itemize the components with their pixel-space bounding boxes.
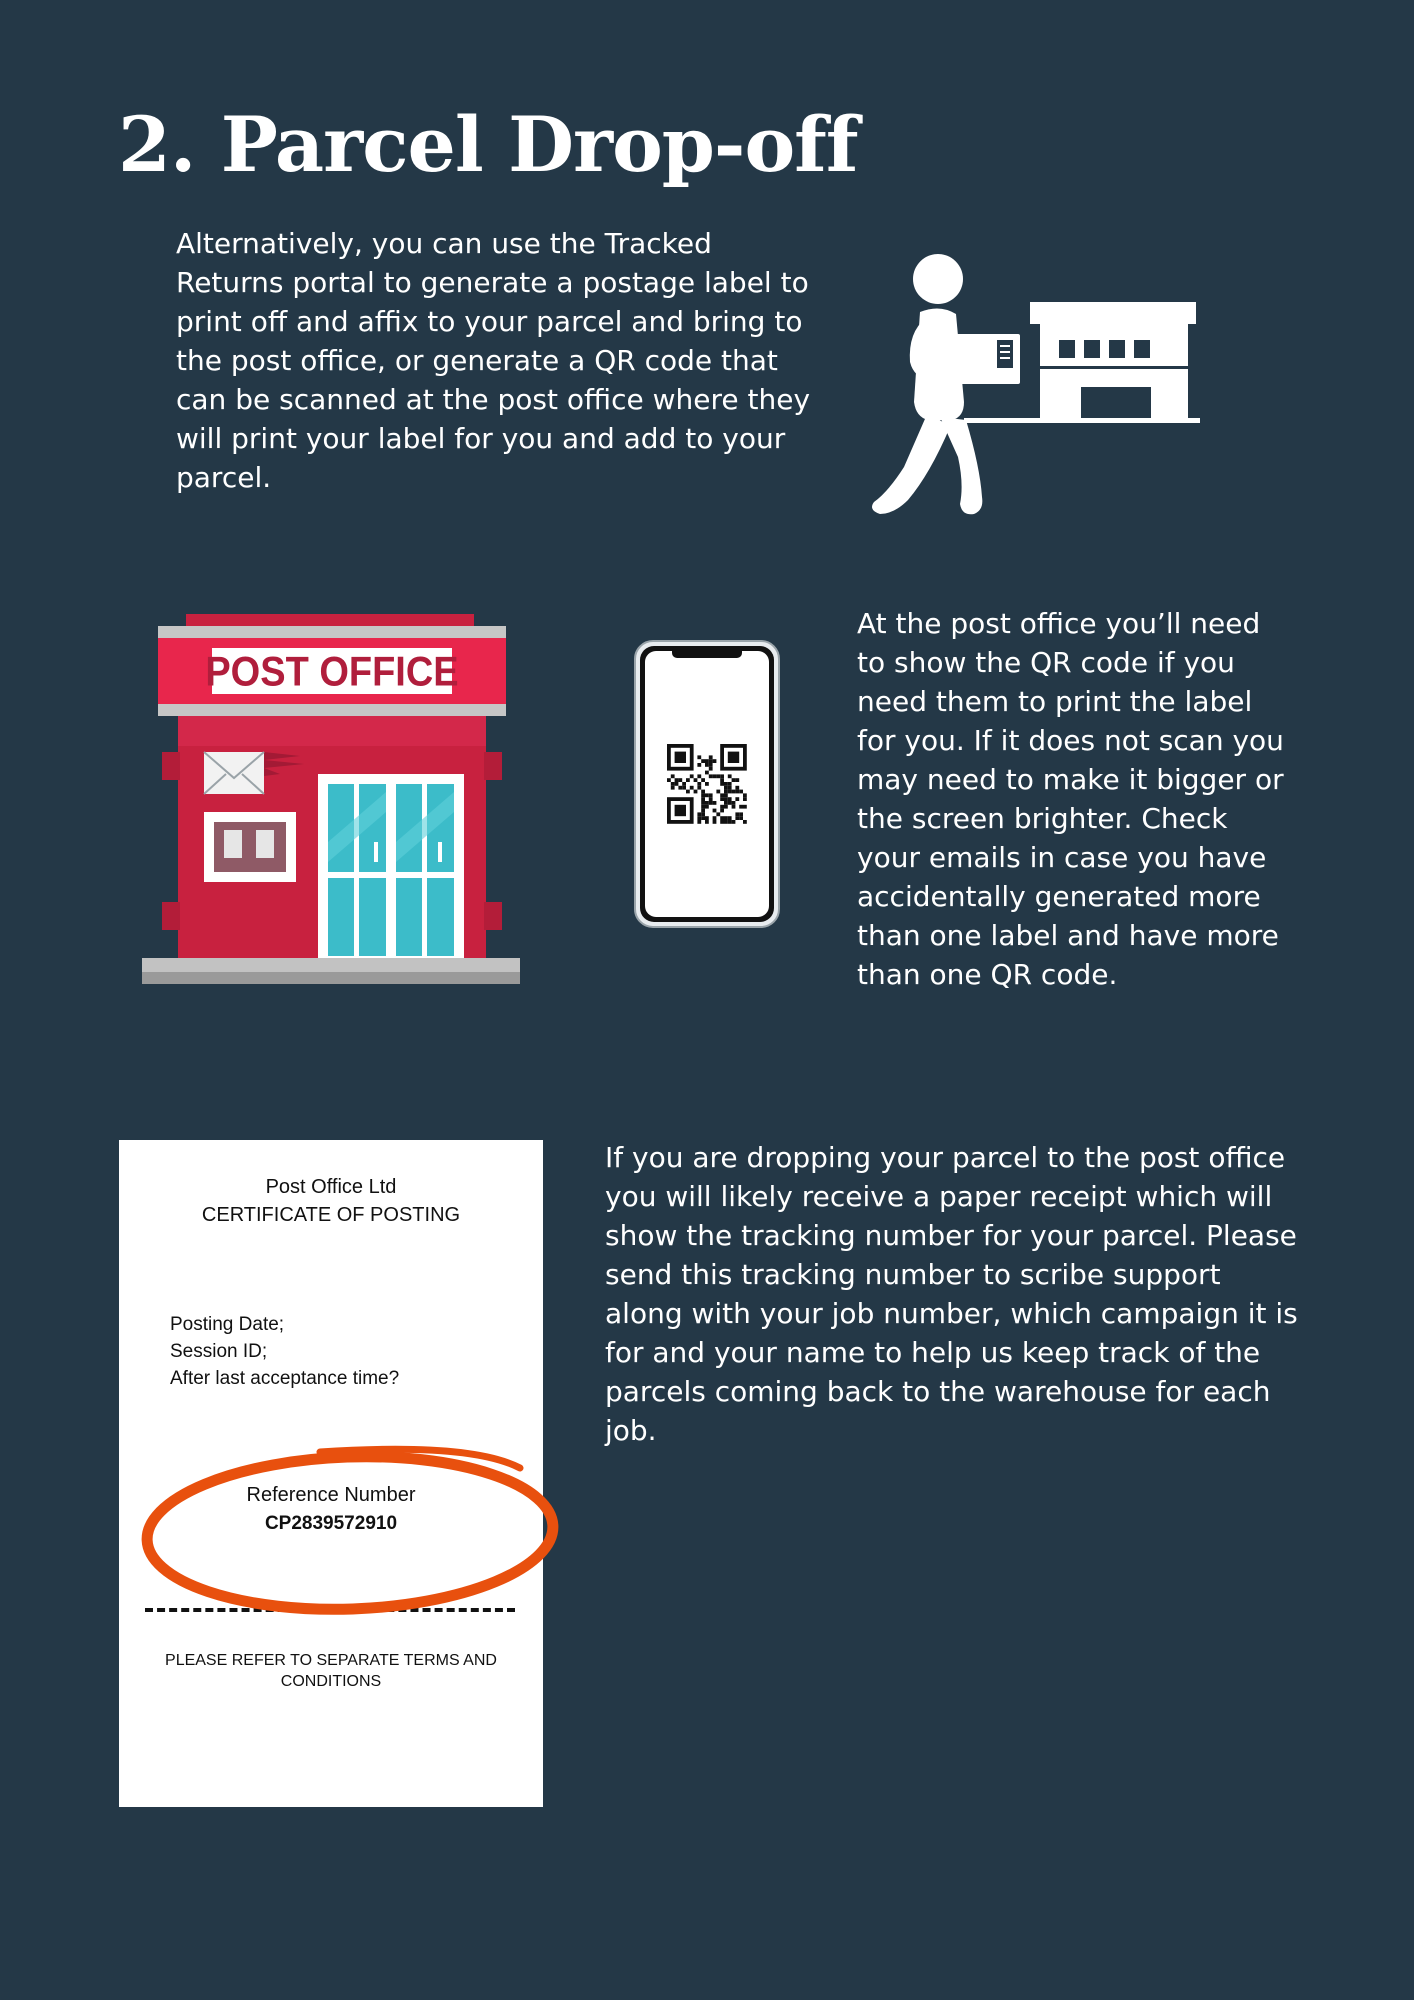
person-carrying-parcel-icon: [868, 252, 1208, 522]
post-office-building-icon: [140, 612, 522, 986]
receipt-paragraph: If you are dropping your parcel to the post office you will likely receive a paper receipt which will show the tracking number for your parcel. Please send this tracking number to scribe support along with your job number, which campaign it is for and your name to help us keep track of the parcels coming back to the warehouse for each job.: [605, 1141, 1298, 1447]
receipt-acceptance-time: After last acceptance time?: [170, 1368, 400, 1389]
reference-highlight-circle: [140, 1438, 570, 1620]
intro-paragraph: Alternatively, you can use the Tracked Returns portal to generate a postage label to print off and affix to your parcel and bring to the post office, or generate a QR code that can be scanned at the post office where they will print your label for you and add to your parcel.: [176, 227, 811, 494]
receipt-terms: PLEASE REFER TO SEPARATE TERMS AND CONDITIONS: [165, 1652, 497, 1690]
page-title: 2. Parcel Drop-off: [118, 100, 858, 189]
receipt-session-id: Session ID;: [170, 1341, 268, 1362]
post-office-sign: POST OFFICE: [205, 649, 459, 696]
post-office-paragraph: At the post office you’ll need to show the QR code if you need them to print the label for you. If it does not scan you may need to make it bigger or the screen brighter. Check your emails in case you have accidentally generated more than one label and have more than one QR code.: [857, 607, 1284, 991]
receipt-posting-date: Posting Date;: [170, 1314, 285, 1335]
phone-qr-code-icon: [634, 640, 780, 928]
receipt-reference-number: CP2839572910: [264, 1513, 398, 1534]
receipt-reference-label: Reference Number: [246, 1484, 416, 1506]
receipt-certificate-title: CERTIFICATE OF POSTING: [201, 1204, 461, 1226]
receipt-company: Post Office Ltd: [265, 1176, 397, 1198]
